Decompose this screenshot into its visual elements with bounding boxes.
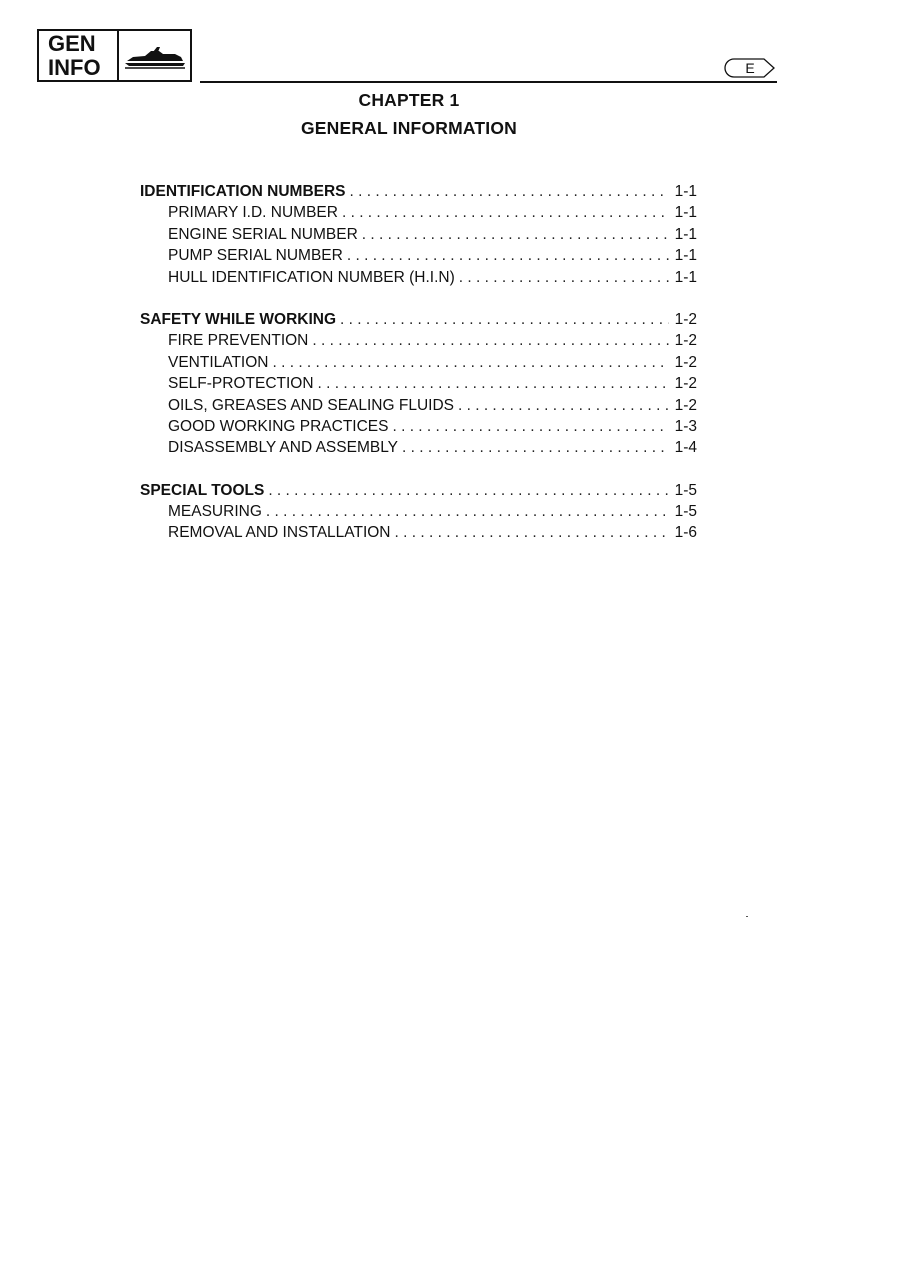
- toc-item[interactable]: [140, 375, 697, 396]
- toc-entry-label: FIRE PREVENTION: [168, 332, 309, 350]
- toc-section: [140, 183, 697, 290]
- toc-entry-label: REMOVAL AND INSTALLATION: [168, 524, 391, 542]
- dot-leader: [266, 503, 669, 521]
- toc-item[interactable]: [140, 503, 697, 524]
- toc-page-number: 1-3: [674, 417, 697, 435]
- toc-item[interactable]: [140, 226, 697, 247]
- toc-page-number: 1-2: [674, 332, 697, 350]
- dot-leader: [392, 418, 669, 436]
- toc-item[interactable]: [140, 204, 697, 225]
- toc-page-number: 1-2: [674, 310, 697, 328]
- toc-entry-label: MEASURING: [168, 503, 262, 521]
- scan-speck: [746, 916, 748, 917]
- dot-leader: [395, 524, 669, 542]
- toc-page-number: 1-1: [674, 183, 697, 200]
- toc-page-number: 1-5: [674, 481, 697, 499]
- toc-page-number: 1-2: [674, 375, 697, 393]
- toc-entry-label: SPECIAL TOOLS: [140, 481, 265, 499]
- table-of-contents: [140, 183, 697, 567]
- toc-item[interactable]: [140, 397, 697, 418]
- dot-leader: [272, 354, 669, 372]
- toc-item[interactable]: [140, 439, 697, 460]
- dot-leader: [268, 482, 669, 500]
- toc-entry-label: IDENTIFICATION NUMBERS: [140, 183, 346, 200]
- toc-entry-label: ENGINE SERIAL NUMBER: [168, 225, 358, 243]
- toc-entry-label: HULL IDENTIFICATION NUMBER (H.I.N): [168, 268, 455, 286]
- language-mark-text: E: [745, 60, 755, 76]
- toc-section: [140, 311, 697, 461]
- section-badge: [37, 29, 192, 82]
- toc-item[interactable]: [140, 269, 697, 290]
- dot-leader: [312, 332, 669, 350]
- toc-page-number: 1-5: [674, 503, 697, 521]
- toc-entry-label: DISASSEMBLY AND ASSEMBLY: [168, 439, 399, 457]
- dot-leader: [458, 397, 669, 415]
- toc-page-number: 1-4: [674, 439, 697, 457]
- dot-leader: [340, 311, 669, 329]
- chapter-number: CHAPTER 1: [358, 90, 460, 110]
- watercraft-icon: [119, 31, 190, 80]
- toc-page-number: 1-6: [674, 524, 697, 542]
- toc-page-number: 1-1: [674, 268, 697, 286]
- toc-entry-label: PRIMARY I.D. NUMBER: [168, 204, 338, 222]
- dot-leader: [342, 204, 669, 222]
- toc-entry-label: OILS, GREASES AND SEALING FLUIDS: [168, 396, 454, 414]
- dot-leader: [459, 269, 669, 287]
- badge-line-gen: GEN: [48, 30, 96, 56]
- dot-leader: [402, 439, 669, 457]
- toc-entry-label: PUMP SERIAL NUMBER: [168, 247, 343, 265]
- toc-section-heading[interactable]: [140, 311, 697, 332]
- badge-line-info: INFO: [48, 54, 101, 80]
- badge-text: [39, 31, 119, 80]
- toc-section: [140, 482, 697, 546]
- toc-section-heading[interactable]: [140, 482, 697, 503]
- toc-item[interactable]: [140, 354, 697, 375]
- toc-item[interactable]: [140, 418, 697, 439]
- toc-page-number: 1-2: [674, 353, 697, 371]
- toc-page-number: 1-1: [674, 247, 697, 265]
- toc-page-number: 1-2: [674, 396, 697, 414]
- dot-leader: [347, 247, 669, 265]
- dot-leader: [362, 226, 669, 244]
- toc-item[interactable]: [140, 247, 697, 268]
- language-mark-icon: [724, 57, 776, 84]
- dot-leader: [350, 183, 669, 201]
- header-rule: [200, 81, 777, 83]
- toc-item[interactable]: [140, 332, 697, 353]
- toc-page-number: 1-1: [674, 225, 697, 243]
- toc-entry-label: SAFETY WHILE WORKING: [140, 310, 337, 328]
- toc-entry-label: VENTILATION: [168, 353, 269, 371]
- toc-section-heading[interactable]: [140, 183, 697, 204]
- toc-page-number: 1-1: [674, 204, 697, 222]
- dot-leader: [318, 375, 669, 393]
- toc-entry-label: SELF-PROTECTION: [168, 375, 314, 393]
- toc-entry-label: GOOD WORKING PRACTICES: [168, 417, 389, 435]
- toc-item[interactable]: [140, 524, 697, 545]
- chapter-title: GENERAL INFORMATION: [300, 118, 518, 138]
